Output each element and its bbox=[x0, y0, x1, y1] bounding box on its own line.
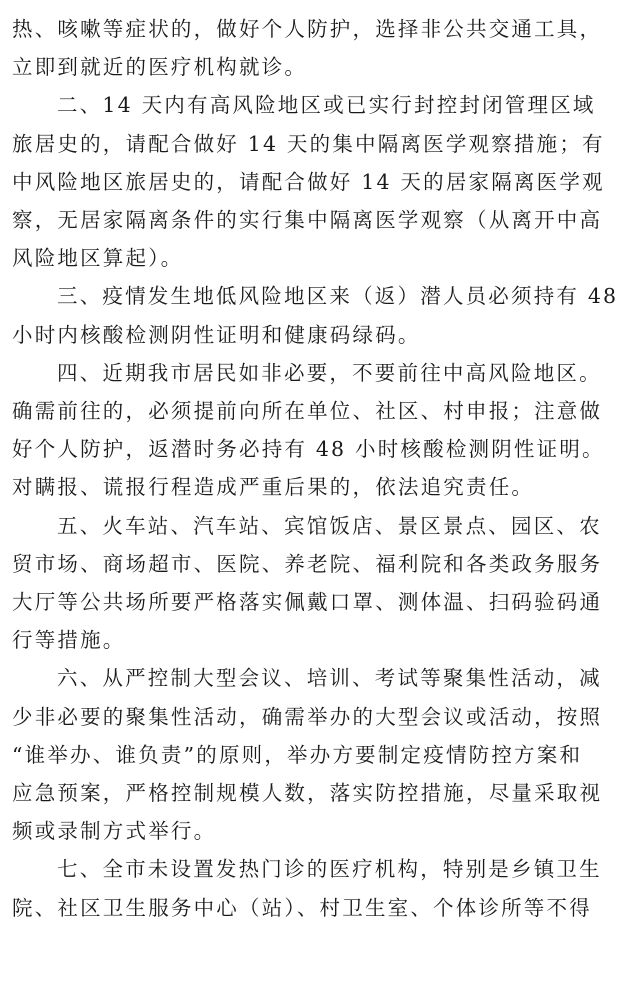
text-line: “谁举办、谁负责”的原则，举办方要制定疫情防控方案和 bbox=[12, 742, 583, 767]
text-line: 察，无居家隔离条件的实行集中隔离医学观察（从离开中高 bbox=[12, 208, 603, 233]
text-line: 好个人防护，返潜时务必持有 48 小时核酸检测阴性证明。 bbox=[12, 437, 605, 462]
text-line: 四、近期我市居民如非必要，不要前往中高风险地区。 bbox=[57, 360, 602, 385]
text-line: 七、全市未设置发热门诊的医疗机构，特别是乡镇卫生 bbox=[57, 857, 602, 882]
text-line: 贸市场、商场超市、医院、养老院、福利院和各类政务服务 bbox=[12, 551, 603, 576]
text-line: 对瞒报、谎报行程造成严重后果的，依法追究责任。 bbox=[12, 475, 535, 500]
text-line: 热、咳嗽等症状的，做好个人防护，选择非公共交通工具， bbox=[12, 17, 603, 41]
text-line: 确需前往的，必须提前向所在单位、社区、村申报；注意做 bbox=[12, 399, 603, 424]
text-line: 院、社区卫生服务中心（站）、村卫生室、个体诊所等不得 bbox=[12, 895, 592, 920]
text-line: 二、14 天内有高风险地区或已实行封控封闭管理区域 bbox=[57, 93, 596, 118]
text-line: 三、疫情发生地低风险地区来（返）潜人员必须持有 48 bbox=[57, 284, 619, 309]
text-line: 应急预案，严格控制规模人数，落实防控措施，尽量采取视 bbox=[12, 781, 603, 806]
text-line: 小时内核酸检测阴性证明和健康码绿码。 bbox=[12, 322, 421, 347]
text-line: 大厅等公共场所要严格落实佩戴口罩、测体温、扫码验码通 bbox=[12, 590, 603, 615]
text-line: 立即到就近的医疗机构就诊。 bbox=[12, 55, 308, 80]
document-body bbox=[12, 10, 622, 927]
text-line: 中风险地区旅居史的，请配合做好 14 天的居家隔离医学观 bbox=[12, 169, 605, 194]
text-line: 五、火车站、汽车站、宾馆饭店、景区景点、园区、农 bbox=[57, 513, 602, 538]
text-line: 六、从严控制大型会议、培训、考试等聚集性活动，减 bbox=[57, 666, 602, 691]
text-line: 少非必要的聚集性活动，确需举办的大型会议或活动，按照 bbox=[12, 704, 603, 729]
text-line: 风险地区算起）。 bbox=[12, 246, 184, 271]
text-line: 旅居史的，请配合做好 14 天的集中隔离医学观察措施；有 bbox=[12, 131, 605, 156]
text-line: 频或录制方式举行。 bbox=[12, 819, 217, 844]
text-line: 行等措施。 bbox=[12, 628, 126, 653]
